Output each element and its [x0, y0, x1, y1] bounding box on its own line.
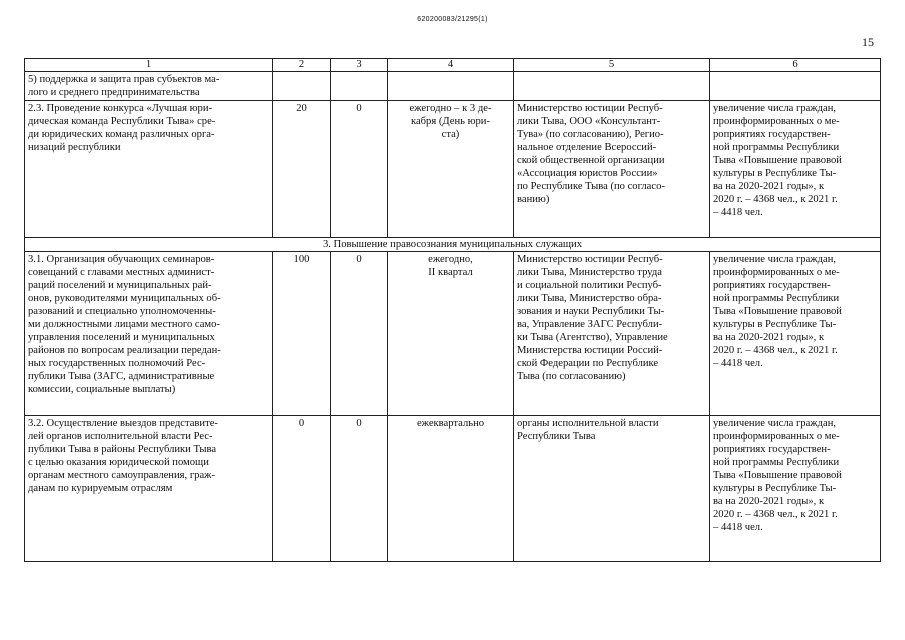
deadline-cell: ежеквартально: [388, 416, 514, 562]
funding-cell: 0: [331, 416, 388, 562]
measure-cell: 3.1. Организация обучающих семинаров- совещаний с главами местных админист- раций поселений и муниципальных рай- онов, руководителями муниципальных об- разований и специально уполномоченны- ми должностными лицами местного само- управления поселений и муниципальных районов по вопросам реализации передан- ных государственных полномочий Рес- публики Тыва (ЗАГС, административные комиссии, социальные выплаты): [25, 252, 273, 416]
funding-cell: 0: [331, 252, 388, 416]
funding-cell: 20: [273, 101, 331, 238]
empty-cell: [273, 72, 331, 101]
measure-cell: 2.3. Проведение конкурса «Лучшая юри- дическая команда Республики Тыва» сре- ди юридических команд различных орга- низаций республики: [25, 101, 273, 238]
result-cell: увеличение числа граждан, проинформированных о ме- роприятиях государствен- ной программы Республики Тыва «Повышение правовой культуры в Республике Ты- ва на 2020-2021 годы», к 2020 г. – 4368 чел., к 2021 г. – 4418 чел.: [710, 101, 881, 238]
table-row: [25, 252, 881, 416]
responsible-cell: Министерство юстиции Респуб- лики Тыва, ООО «Консультант- Тува» (по согласованию), Регио- нальное отделение Всероссий- ской общественной организации «Ассоциация юристов России» по Республике Тыва (по согласо- ванию): [514, 101, 710, 238]
column-header: 1: [25, 59, 273, 72]
document-id: 620200083/21295(1): [417, 16, 488, 23]
measure-cell: 3.2. Осуществление выездов представите- лей органов исполнительной власти Рес- публики Тыва в районы Республики Тыва с целью оказания юридической помощи органам местного самоуправления, граж- данам по курируемым отраслям: [25, 416, 273, 562]
funding-cell: 0: [273, 416, 331, 562]
empty-cell: [710, 72, 881, 101]
measure-cell: 5) поддержка и защита прав субъектов ма- лого и среднего предпринимательства: [25, 72, 273, 101]
responsible-cell: органы исполнительной власти Республики Тыва: [514, 416, 710, 562]
deadline-cell: ежегодно – к 3 де- кабря (День юри- ста): [388, 101, 514, 238]
column-header: 6: [710, 59, 881, 72]
column-number-row: [25, 59, 881, 72]
funding-cell: 0: [331, 101, 388, 238]
section-row: [25, 238, 881, 252]
table-row: [25, 416, 881, 562]
column-header: 5: [514, 59, 710, 72]
funding-cell: 100: [273, 252, 331, 416]
empty-cell: [331, 72, 388, 101]
table-row: [25, 101, 881, 238]
section-title: 3. Повышение правосознания муниципальных служащих: [25, 238, 881, 252]
result-cell: увеличение числа граждан, проинформированных о ме- роприятиях государствен- ной программы Республики Тыва «Повышение правовой культуры в Республике Ты- ва на 2020-2021 годы», к 2020 г. – 4368 чел., к 2021 г. – 4418 чел.: [710, 416, 881, 562]
column-header: 2: [273, 59, 331, 72]
empty-cell: [388, 72, 514, 101]
result-cell: увеличение числа граждан, проинформированных о ме- роприятиях государствен- ной программы Республики Тыва «Повышение правовой культуры в Республике Ты- ва на 2020-2021 годы», к 2020 г. – 4368 чел., к 2021 г. – 4418 чел.: [710, 252, 881, 416]
deadline-cell: ежегодно, II квартал: [388, 252, 514, 416]
empty-cell: [514, 72, 710, 101]
column-header: 4: [388, 59, 514, 72]
table-row: [25, 72, 881, 101]
column-header: 3: [331, 59, 388, 72]
page-number: 15: [862, 35, 874, 49]
measures-table: [24, 58, 881, 562]
responsible-cell: Министерство юстиции Респуб- лики Тыва, Министерство труда и социальной политики Респуб- лики Тыва, Министерство обра- зования и науки Республики Ты- ва, Управление ЗАГС Республи- ки Тыва (Агентство), Управление Министерства юстиции Россий- ской Федерации по Республике Тыва (по согласованию): [514, 252, 710, 416]
